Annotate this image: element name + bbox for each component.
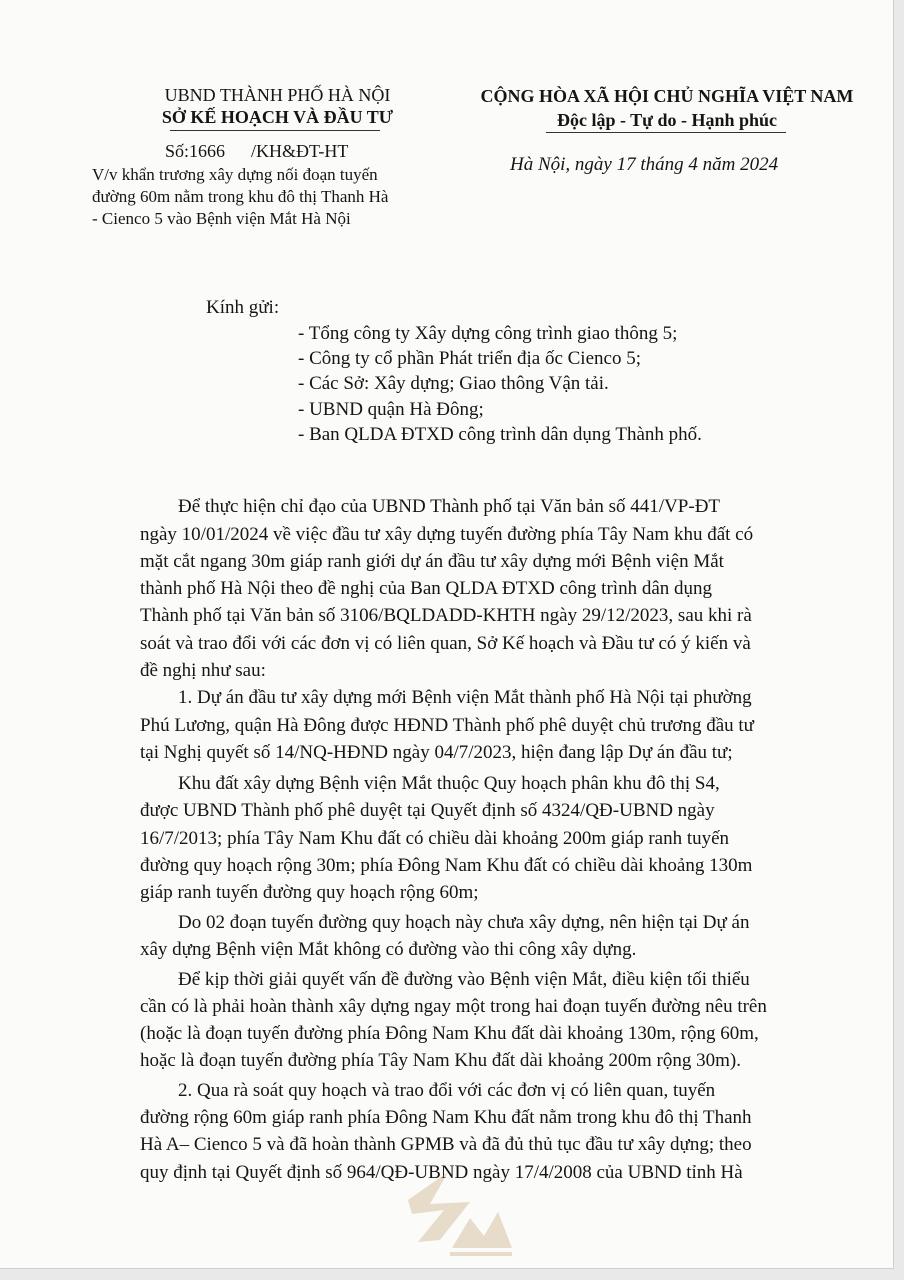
body-line: Phú Lương, quận Hà Đông được HĐND Thành phố phê duyệt chủ trương đầu tư — [140, 715, 754, 736]
body-line: cần có là phải hoàn thành xây dựng ngay một trong hai đoạn tuyến đường nêu trên — [140, 996, 767, 1017]
body-line: Thành phố tại Văn bản số 3106/BQLDADD-KHTH ngày 29/12/2023, sau khi rà — [140, 605, 752, 626]
document-number — [165, 141, 348, 162]
document-number-value: 1666 — [189, 141, 226, 161]
body-line: đề nghị như sau: — [140, 660, 266, 681]
body-line: được UBND Thành phố phê duyệt tại Quyết định số 4324/QĐ-UBND ngày — [140, 800, 715, 821]
body-line: Để thực hiện chỉ đạo của UBND Thành phố tại Văn bản số 441/VP-ĐT — [178, 496, 721, 517]
recipient-item: - Ban QLDA ĐTXD công trình dân dụng Thành phố. — [298, 424, 702, 445]
right-header-rule — [546, 132, 786, 133]
subject-line-3: - Cienco 5 vào Bệnh viện Mắt Hà Nội — [92, 209, 351, 228]
body-line: giáp ranh tuyến đường quy hoạch rộng 60m; — [140, 882, 479, 903]
left-header-rule — [170, 130, 380, 131]
recipients-label: Kính gửi: — [206, 297, 280, 318]
body-line: thành phố Hà Nội theo đề nghị của Ban QLDA ĐTXD công trình dân dụng — [140, 578, 713, 599]
body-line: 16/7/2013; phía Tây Nam Khu đất có chiều dài khoảng 200m giáp ranh tuyến — [140, 828, 730, 849]
body-line: Do 02 đoạn tuyến đường quy hoạch này chưa xây dựng, nên hiện tại Dự án — [178, 912, 750, 933]
recipient-item: - Các Sở: Xây dựng; Giao thông Vận tải. — [298, 373, 609, 394]
subject-line-1: V/v khẩn trương xây dựng nối đoạn tuyến — [92, 165, 378, 184]
document-subject — [92, 164, 388, 230]
body-line: ngày 10/01/2024 về việc đầu tư xây dựng tuyến đường phía Tây Nam khu đất có — [140, 524, 754, 545]
watermark-logo-icon — [400, 1162, 515, 1262]
body-line: hoặc là đoạn tuyến đường phía Tây Nam Khu đất dài khoảng 200m rộng 30m). — [140, 1050, 741, 1071]
body-line: (hoặc là đoạn tuyến đường phía Đông Nam Khu đất dài khoảng 130m, rộng 60m, — [140, 1023, 759, 1044]
document-number-suffix: /KH&ĐT-HT — [251, 141, 349, 161]
body-line: xây dựng Bệnh viện Mắt không có đường vào thi công xây dựng. — [140, 939, 637, 960]
body-line: Để kịp thời giải quyết vấn đề đường vào Bệnh viện Mắt, điều kiện tối thiểu — [178, 969, 750, 990]
body-line: Khu đất xây dựng Bệnh viện Mắt thuộc Quy hoạch phân khu đô thị S4, — [178, 773, 720, 794]
body-line: 2. Qua rà soát quy hoạch và trao đổi với các đơn vị có liên quan, tuyến — [178, 1080, 716, 1101]
body-line: đường rộng 60m giáp ranh phía Đông Nam Khu đất nằm trong khu đô thị Thanh — [140, 1107, 752, 1128]
recipient-item: - UBND quận Hà Đông; — [298, 399, 484, 420]
body-line: Hà A– Cienco 5 và đã hoàn thành GPMB và đã đủ thủ tục đầu tư xây dựng; theo — [140, 1134, 752, 1155]
country-name: CỘNG HÒA XÃ HỘI CHỦ NGHĨA VIỆT NAM — [480, 86, 854, 106]
subject-line-2: đường 60m nằm trong khu đô thị Thanh Hà — [92, 187, 389, 206]
document-number-prefix: Số: — [165, 141, 190, 161]
body-line: đường quy hoạch rộng 30m; phía Đông Nam Khu đất có chiều dài khoảng 130m — [140, 855, 753, 876]
body-line: tại Nghị quyết số 14/NQ-HĐND ngày 04/7/2023, hiện đang lập Dự án đầu tư; — [140, 742, 733, 763]
body-line: quy định tại Quyết định số 964/QĐ-UBND ngày 17/4/2008 của UBND tỉnh Hà — [140, 1162, 743, 1183]
city-committee-line: UBND THÀNH PHỐ HÀ NỘI — [164, 85, 391, 105]
motto-line: Độc lập - Tự do - Hạnh phúc — [556, 110, 778, 130]
recipient-item: - Công ty cổ phần Phát triển địa ốc Cienco 5; — [298, 348, 641, 369]
body-line: soát và trao đổi với các đơn vị có liên quan, Sở Kế hoạch và Đầu tư có ý kiến và — [140, 633, 751, 654]
department-name: SỞ KẾ HOẠCH VÀ ĐẦU TƯ — [161, 107, 394, 127]
document-date: Hà Nội, ngày 17 tháng 4 năm 2024 — [510, 154, 779, 175]
national-motto — [463, 84, 871, 132]
body-line: 1. Dự án đầu tư xây dựng mới Bệnh viện Mắt thành phố Hà Nội tại phường — [178, 687, 752, 708]
recipient-item: - Tổng công ty Xây dựng công trình giao thông 5; — [298, 323, 678, 344]
issuing-authority — [100, 84, 455, 128]
body-line: mặt cắt ngang 30m giáp ranh giới dự án đầu tư xây dựng mới Bệnh viện Mắt — [140, 551, 724, 572]
